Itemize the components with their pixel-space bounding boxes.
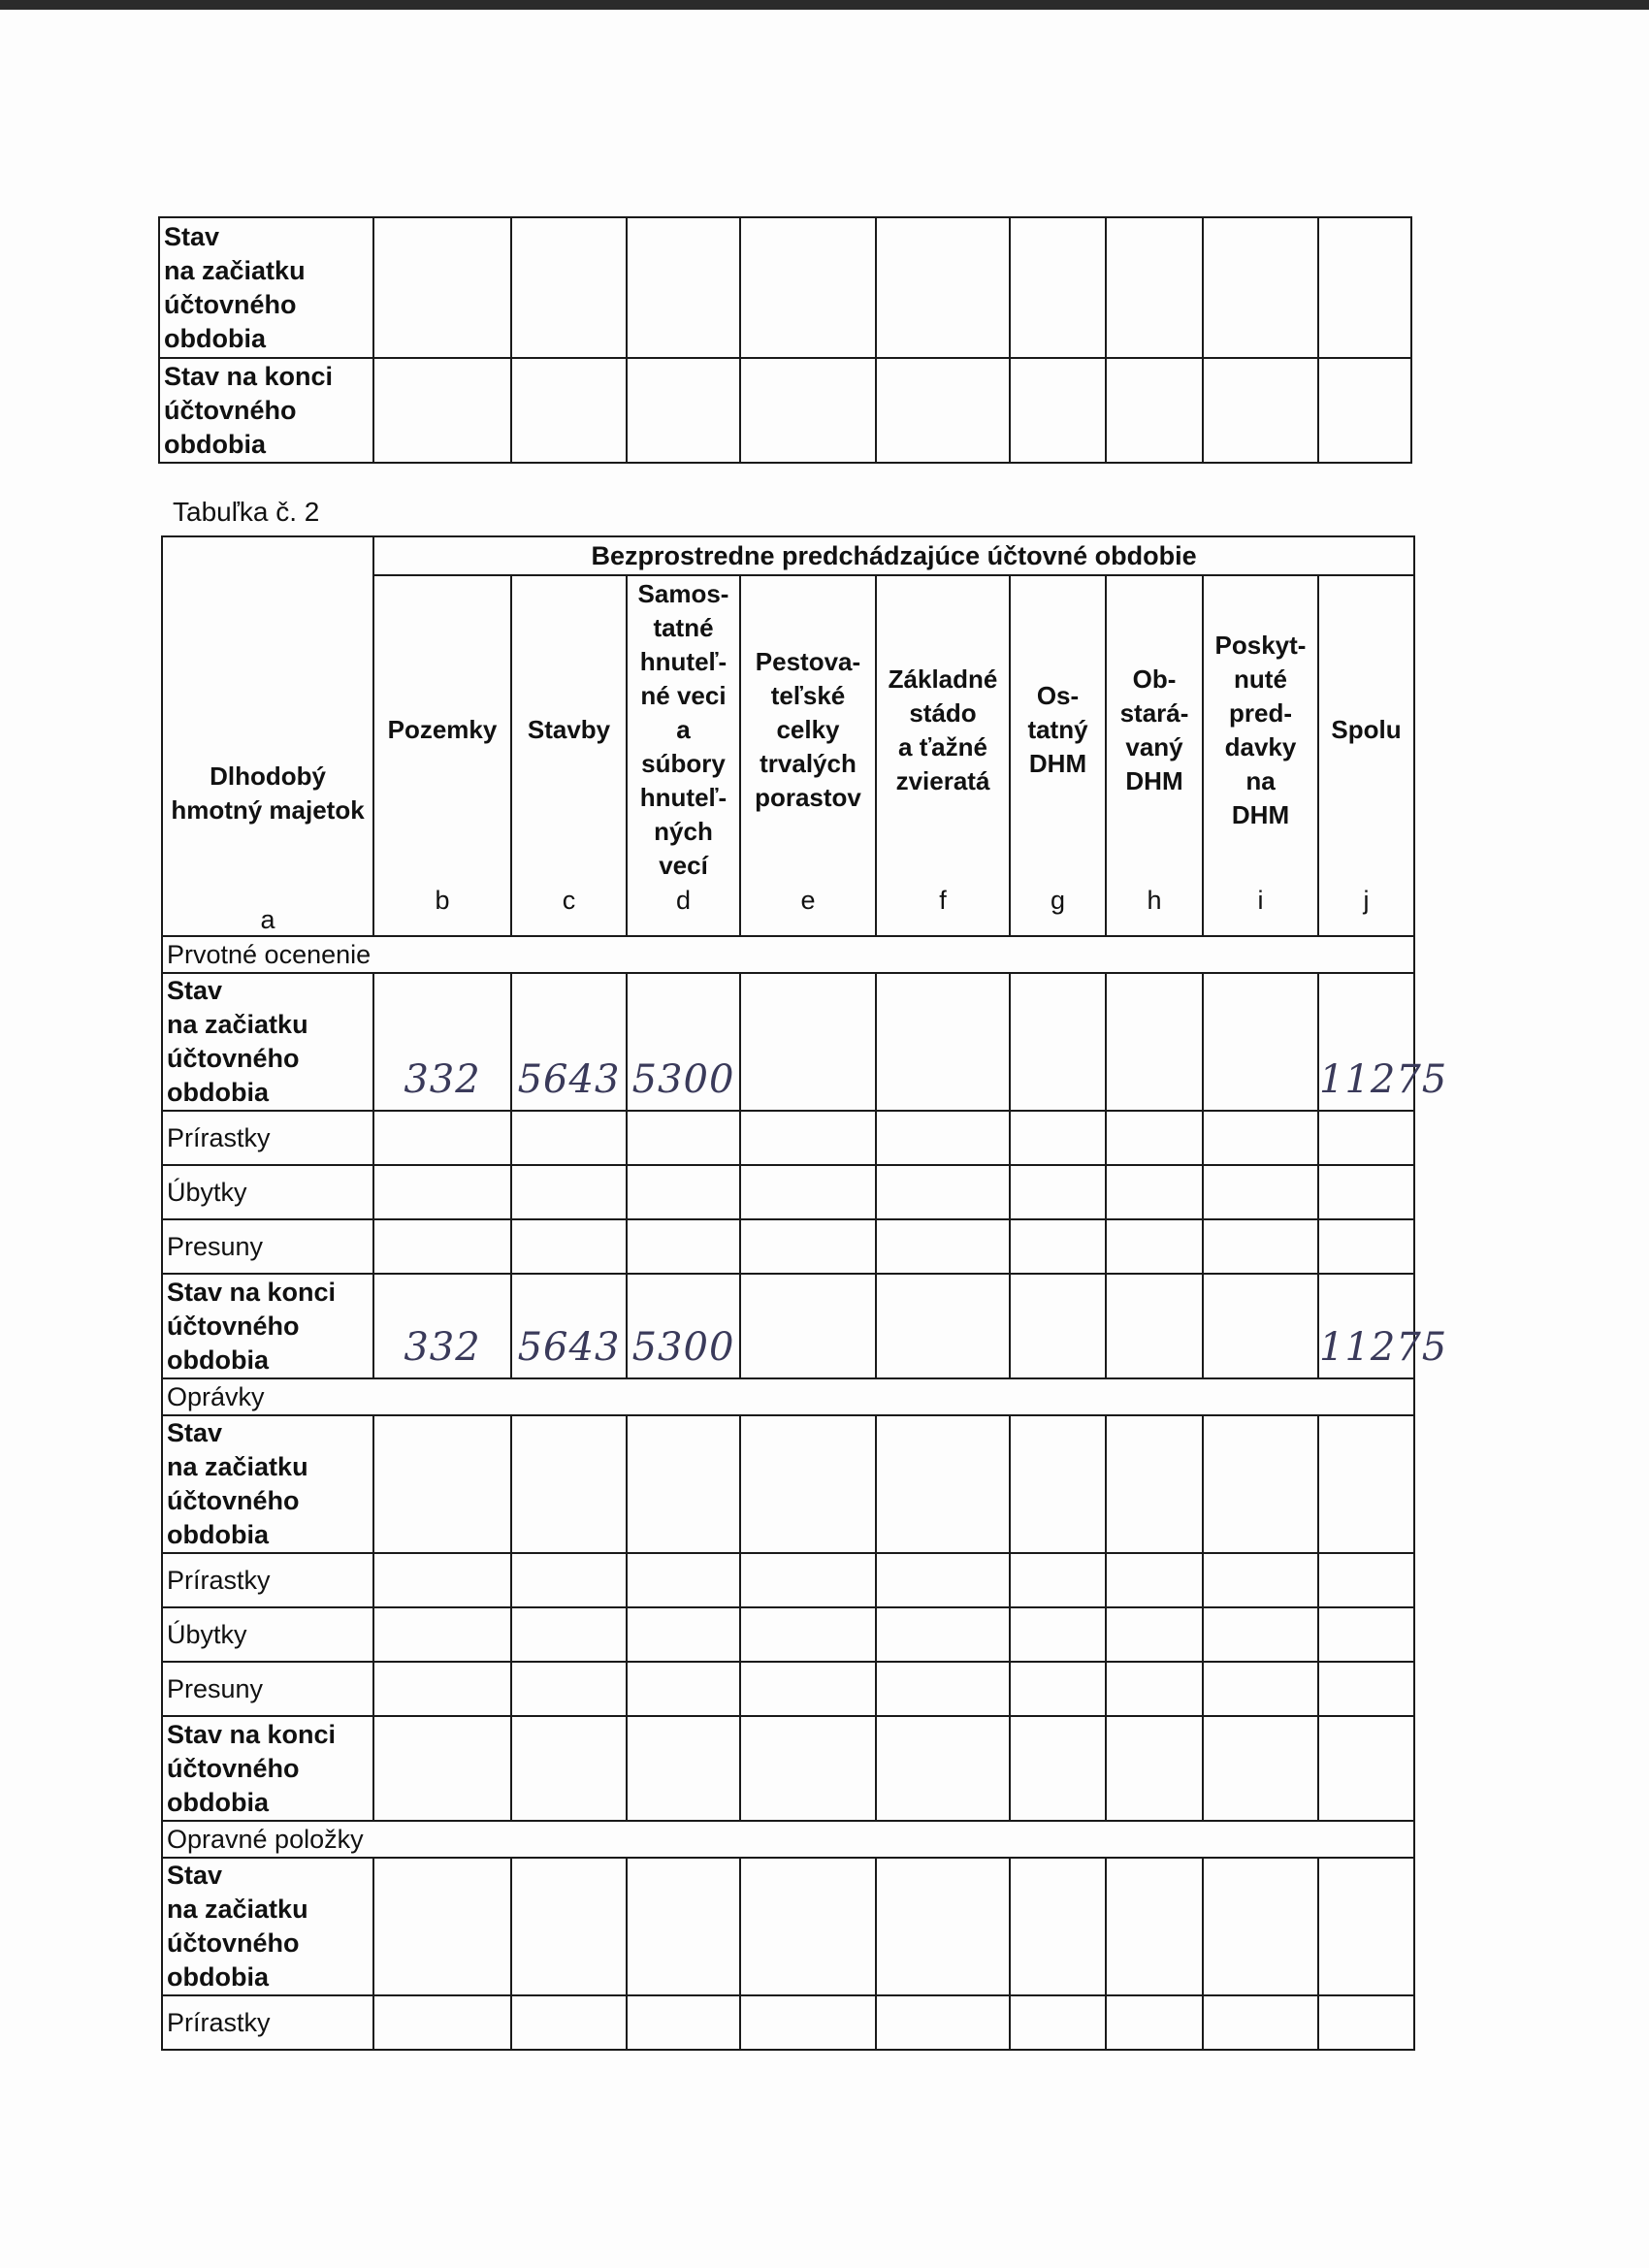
column-header-line: davky — [1224, 731, 1297, 761]
column-header-line: Pozemky — [387, 715, 498, 745]
value-cell — [511, 1415, 627, 1553]
value-cell — [1106, 1858, 1203, 1995]
column-header-line: Spolu — [1331, 715, 1402, 745]
row-header: Dlhodobý hmotný majetok a — [162, 536, 373, 936]
value-cell — [1106, 1415, 1203, 1553]
value-cell — [1318, 1716, 1414, 1821]
value-cell — [1010, 1165, 1106, 1219]
value-cell — [373, 1607, 511, 1662]
value-cell — [627, 1995, 740, 2050]
column-header — [740, 575, 876, 936]
row-label-line: Úbytky — [167, 1177, 247, 1207]
handwritten-value: 5300 — [627, 1274, 740, 1378]
value-cell — [1203, 1995, 1318, 2050]
column-letter: h — [1147, 885, 1162, 915]
value-cell — [373, 1716, 511, 1821]
column-header-line: DHM — [1231, 799, 1290, 829]
column-header-line: stádo — [909, 697, 977, 728]
section-header-row — [162, 936, 1414, 973]
row-label: Stav na konci účtovného obdobia — [159, 358, 373, 463]
table-row — [162, 1219, 1414, 1274]
value-cell — [740, 1662, 876, 1716]
value-cell — [1010, 1415, 1106, 1553]
column-header-line: ných — [654, 817, 713, 847]
table-row — [162, 973, 1414, 1111]
row-label — [162, 1219, 373, 1274]
value-cell — [1203, 1219, 1318, 1274]
value-cell — [876, 1219, 1010, 1274]
value-cell — [740, 1165, 876, 1219]
value-cell — [1010, 1274, 1106, 1378]
column-header — [1203, 575, 1318, 936]
value-cell — [373, 1858, 511, 1995]
value-cell — [876, 973, 1010, 1111]
value-cell — [1010, 1111, 1106, 1165]
column-header-line: zvieratá — [895, 765, 990, 795]
column-header-line: Os- — [1036, 681, 1080, 711]
column-header-line: vecí — [659, 851, 708, 881]
value-cell — [1010, 973, 1106, 1111]
row-label — [162, 1995, 373, 2050]
value-cell — [1106, 1553, 1203, 1607]
value-cell — [373, 1111, 511, 1165]
value-cell — [1010, 1553, 1106, 1607]
value-cell — [511, 1995, 627, 2050]
column-header-line: Samos- — [637, 579, 729, 609]
value-cell — [511, 1716, 627, 1821]
value-cell — [740, 1274, 876, 1378]
value-cell — [627, 1662, 740, 1716]
column-header — [1318, 575, 1414, 936]
column-header-line: Základné — [888, 664, 998, 694]
row-label — [162, 1858, 373, 1995]
row-label — [162, 1553, 373, 1607]
value-cell — [627, 1858, 740, 1995]
row-label — [162, 1415, 373, 1553]
row-label-line: Presuny — [167, 1231, 264, 1261]
value-cell — [373, 1219, 511, 1274]
column-header-line: né veci — [640, 681, 727, 711]
value-cell — [876, 1995, 1010, 2050]
value-cell — [627, 1219, 740, 1274]
value-cell — [373, 1415, 511, 1553]
row-label-line: obdobia — [167, 1345, 269, 1375]
column-letter: i — [1257, 885, 1264, 915]
row-label-line: účtovného — [167, 1753, 300, 1783]
value-cell — [1010, 1858, 1106, 1995]
value-cell — [740, 1553, 876, 1607]
table-row — [162, 1274, 1414, 1378]
value-cell — [1203, 1553, 1318, 1607]
value-cell — [1203, 1111, 1318, 1165]
value-cell — [511, 1111, 627, 1165]
row-label-line: obdobia — [167, 1078, 269, 1107]
column-header-line: a ťažné — [898, 731, 987, 761]
section-title: Opravné položky — [162, 1821, 1414, 1858]
column-letter: g — [1050, 885, 1066, 915]
period-header: Bezprostredne predchádzajúce účtovné obdobie — [373, 536, 1414, 575]
value-cell — [1318, 1662, 1414, 1716]
row-label — [162, 1607, 373, 1662]
value-cell — [1203, 1274, 1318, 1378]
value-cell — [876, 1662, 1010, 1716]
column-header — [1106, 575, 1203, 936]
value-cell — [627, 1716, 740, 1821]
value-cell — [740, 1607, 876, 1662]
section-title: Prvotné ocenenie — [162, 936, 1414, 973]
value-cell — [1010, 1716, 1106, 1821]
handwritten-value: 332 — [373, 1274, 511, 1378]
row-label-line: Stav na konci — [167, 1719, 337, 1749]
value-cell — [1318, 1858, 1414, 1995]
column-header-line: na — [1245, 765, 1276, 795]
value-cell — [876, 1858, 1010, 1995]
value-cell — [876, 1607, 1010, 1662]
table-row — [162, 1995, 1414, 2050]
value-cell — [373, 1553, 511, 1607]
value-cell — [1318, 1165, 1414, 1219]
column-letter: c — [562, 885, 576, 915]
value-cell — [740, 1995, 876, 2050]
handwritten-value: 5643 — [511, 1274, 627, 1378]
value-cell — [373, 1165, 511, 1219]
value-cell — [627, 1415, 740, 1553]
value-cell — [1010, 1607, 1106, 1662]
column-header-line: teľské — [770, 681, 846, 711]
row-label-line: Stav na konci — [167, 1277, 337, 1307]
section-header-row — [162, 1378, 1414, 1415]
table-row — [162, 1165, 1414, 1219]
value-cell — [876, 1415, 1010, 1553]
value-cell — [627, 1111, 740, 1165]
value-cell — [373, 1995, 511, 2050]
column-header-line: Poskyt- — [1214, 630, 1307, 660]
value-cell — [1106, 1219, 1203, 1274]
column-header-line: Ob- — [1132, 664, 1177, 694]
scan-top-edge — [0, 0, 1649, 10]
table-row — [162, 1607, 1414, 1662]
value-cell — [511, 1607, 627, 1662]
table-row — [162, 1111, 1414, 1165]
value-cell — [1203, 973, 1318, 1111]
value-cell — [1106, 1165, 1203, 1219]
handwritten-value: 11275 — [1318, 1274, 1414, 1378]
value-cell — [1318, 1219, 1414, 1274]
table-row — [159, 217, 1411, 358]
row-label-line: na začiatku — [167, 1452, 308, 1481]
column-header-line: Stavby — [527, 715, 611, 745]
row-label-line: Prírastky — [167, 1122, 271, 1152]
row-label-line: účtovného — [167, 1311, 300, 1341]
value-cell — [740, 1716, 876, 1821]
row-label: Stav na začiatku účtovného obdobia — [159, 217, 373, 358]
value-cell — [1203, 1165, 1318, 1219]
value-cell — [1318, 1995, 1414, 2050]
section-header-row — [162, 1821, 1414, 1858]
column-header-line: stará- — [1119, 697, 1189, 728]
value-cell — [627, 1607, 740, 1662]
column-header — [373, 575, 511, 936]
row-label — [162, 1111, 373, 1165]
column-header-line: tatné — [653, 613, 714, 643]
row-label-line: Stav — [167, 1861, 223, 1890]
column-header-line: a — [676, 715, 691, 745]
value-cell — [1203, 1858, 1318, 1995]
value-cell — [1106, 1274, 1203, 1378]
value-cell — [1010, 1662, 1106, 1716]
row-label-line: na začiatku — [167, 1010, 308, 1039]
row-label-line: Prírastky — [167, 1565, 271, 1595]
handwritten-value: 332 — [373, 973, 511, 1111]
row-label-line: na začiatku — [167, 1895, 308, 1924]
value-cell — [1106, 1607, 1203, 1662]
row-label-line: Presuny — [167, 1673, 264, 1703]
column-header-line: tatný — [1027, 715, 1088, 745]
row-label-line: Úbytky — [167, 1619, 247, 1649]
row-label-line: obdobia — [167, 1520, 269, 1549]
row-label-line: účtovného — [167, 1044, 300, 1073]
column-header — [627, 575, 740, 936]
row-label — [162, 973, 373, 1111]
table-top-fragment — [158, 216, 1412, 464]
value-cell — [740, 973, 876, 1111]
table-row — [159, 358, 1411, 463]
table-row — [162, 1716, 1414, 1821]
row-label — [162, 1274, 373, 1378]
row-label-line: Stav — [167, 1418, 223, 1447]
value-cell — [1106, 1995, 1203, 2050]
column-header-line: Pestova- — [755, 647, 861, 677]
column-header-line: DHM — [1028, 749, 1087, 779]
column-letter: f — [939, 885, 947, 915]
value-cell — [1318, 1415, 1414, 1553]
row-label-line: Stav — [167, 976, 223, 1005]
column-header-line: nuté — [1234, 664, 1287, 694]
value-cell — [627, 1553, 740, 1607]
value-cell — [511, 1553, 627, 1607]
value-cell — [876, 1716, 1010, 1821]
value-cell — [1203, 1415, 1318, 1553]
value-cell — [740, 1111, 876, 1165]
value-cell — [740, 1858, 876, 1995]
row-label-line: Prírastky — [167, 2007, 271, 2037]
column-header-line: vaný — [1125, 731, 1183, 761]
row-label-line: účtovného — [167, 1928, 300, 1958]
value-cell — [1203, 1607, 1318, 1662]
row-label-line: obdobia — [167, 1962, 269, 1992]
value-cell — [1318, 1111, 1414, 1165]
value-cell — [1106, 1111, 1203, 1165]
value-cell — [511, 1662, 627, 1716]
column-letter: a — [260, 905, 275, 934]
table-row — [162, 1415, 1414, 1553]
handwritten-value: 11275 — [1318, 973, 1414, 1111]
row-label — [162, 1165, 373, 1219]
row-label — [162, 1662, 373, 1716]
table-row — [162, 1662, 1414, 1716]
value-cell — [1203, 1662, 1318, 1716]
column-header — [876, 575, 1010, 936]
value-cell — [1203, 1716, 1318, 1821]
value-cell — [1010, 1219, 1106, 1274]
column-header-line: súbory — [641, 749, 726, 779]
column-letter: e — [800, 885, 816, 915]
value-cell — [373, 1662, 511, 1716]
column-letter: d — [675, 885, 692, 915]
table-dlhodoby-hmotny-majetok — [161, 535, 1448, 2051]
column-header-line: hnuteľ- — [639, 647, 728, 677]
row-label — [162, 1716, 373, 1821]
value-cell — [876, 1553, 1010, 1607]
value-cell — [627, 1165, 740, 1219]
handwritten-value: 5300 — [627, 973, 740, 1111]
column-header-line: porastov — [755, 783, 861, 813]
value-cell — [1010, 1995, 1106, 2050]
value-cell — [1318, 1553, 1414, 1607]
row-label-line: účtovného — [167, 1486, 300, 1515]
value-cell — [740, 1219, 876, 1274]
value-cell — [1106, 973, 1203, 1111]
value-cell — [876, 1165, 1010, 1219]
value-cell — [1106, 1662, 1203, 1716]
column-header-line: DHM — [1125, 765, 1183, 795]
row-label-line: obdobia — [167, 1787, 269, 1817]
column-letter: b — [435, 885, 450, 915]
table-caption: Tabuľka č. 2 — [173, 497, 320, 527]
span-header-row — [162, 536, 1414, 575]
column-header-line: hnuteľ- — [639, 783, 728, 813]
column-header — [1010, 575, 1106, 936]
column-header-line: celky — [776, 715, 840, 745]
column-header — [511, 575, 627, 936]
column-header-line: pred- — [1229, 697, 1292, 728]
column-letter: j — [1363, 885, 1370, 915]
value-cell — [511, 1858, 627, 1995]
section-title: Oprávky — [162, 1378, 1414, 1415]
value-cell — [511, 1165, 627, 1219]
table-row — [162, 1553, 1414, 1607]
handwritten-value: 5643 — [511, 973, 627, 1111]
value-cell — [1318, 1607, 1414, 1662]
value-cell — [876, 1111, 1010, 1165]
value-cell — [876, 1274, 1010, 1378]
table-row — [162, 1858, 1414, 1995]
value-cell — [740, 1415, 876, 1553]
value-cell — [511, 1219, 627, 1274]
column-header-line: trvalých — [760, 749, 857, 779]
value-cell — [1106, 1716, 1203, 1821]
